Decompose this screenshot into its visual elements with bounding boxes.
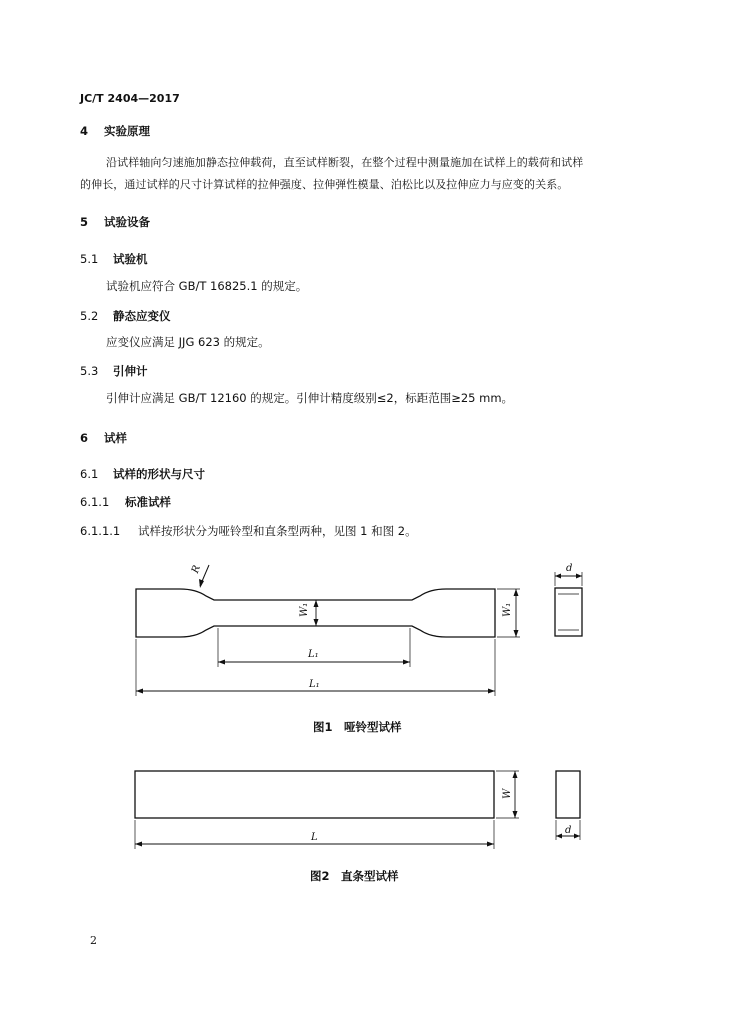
figure-1-caption: 图1 哑铃型试样 [313, 720, 402, 734]
d-arrow-right-fig2 [574, 834, 580, 839]
page-number: 2 [90, 934, 97, 947]
section-6-number: 6 [80, 431, 89, 445]
section-6-1-number: 6.1 [80, 467, 99, 481]
strip-outline [135, 771, 494, 818]
section-6-title: 试样 [104, 431, 127, 445]
section-4-title: 实验原理 [104, 124, 150, 138]
section-6-1-1-1-number: 6.1.1.1 [80, 524, 121, 538]
section-4-number: 4 [80, 124, 89, 138]
section-5-3-text: 引伸计应满足 GB/T 12160 的规定。引伸计精度级别≤2，标距范围≥25 mm。 [106, 391, 514, 405]
section-5-number: 5 [80, 215, 89, 229]
w1-total-label: W₁ [502, 602, 513, 617]
section-5-3-title: 引伸计 [113, 364, 148, 378]
section-6-1-1-1-text: 试样按形状分为哑铃型和直条型两种，见图 1 和图 2。 [138, 524, 417, 538]
section-4-para-line2: 的伸长，通过试样的尺寸计算试样的拉伸强度、拉伸弹性模量、泊松比以及拉伸应力与应变的关系。 [80, 178, 569, 191]
standard-code: JC/T 2404—2017 [80, 92, 180, 105]
thickness-side-view-fig2 [556, 771, 580, 818]
section-5-2-text: 应变仪应满足 JJG 623 的规定。 [106, 335, 270, 349]
w-label: W [502, 788, 513, 799]
section-6-1-1-number: 6.1.1 [80, 495, 110, 509]
section-5-1-text: 试验机应符合 GB/T 16825.1 的规定。 [106, 279, 308, 293]
section-6-1-title: 试样的形状与尺寸 [113, 467, 205, 481]
w-arrow-top [513, 771, 518, 778]
section-5-title: 试验设备 [104, 215, 150, 229]
d-label-fig1: d [566, 563, 573, 574]
section-4-para-line1: 沿试样轴向匀速施加静态拉伸载荷，直至试样断裂，在整个过程中测量施加在试样上的载荷和试样 [106, 156, 584, 169]
section-5-2-title: 静态应变仪 [113, 309, 171, 323]
radius-label: R [189, 563, 203, 575]
section-6-1-1-title: 标准试样 [125, 495, 171, 509]
l1-gauge-label: L₁ [308, 649, 319, 660]
section-5-3-number: 5.3 [80, 364, 99, 378]
w-arrow-bottom [513, 811, 518, 818]
l-arrow-right [487, 842, 494, 847]
l1-total-label: L₁ [309, 679, 320, 690]
l-label: L [311, 832, 318, 843]
figure-2-caption: 图2 直条型试样 [310, 869, 399, 883]
section-5-2-number: 5.2 [80, 309, 99, 323]
l-arrow-left [135, 842, 142, 847]
section-5-1-title: 试验机 [113, 252, 148, 266]
w1-narrow-label: W₁ [299, 602, 310, 617]
d-arrow-left-fig2 [556, 834, 562, 839]
section-5-1-number: 5.1 [80, 252, 99, 266]
d-label-fig2: d [565, 825, 572, 836]
